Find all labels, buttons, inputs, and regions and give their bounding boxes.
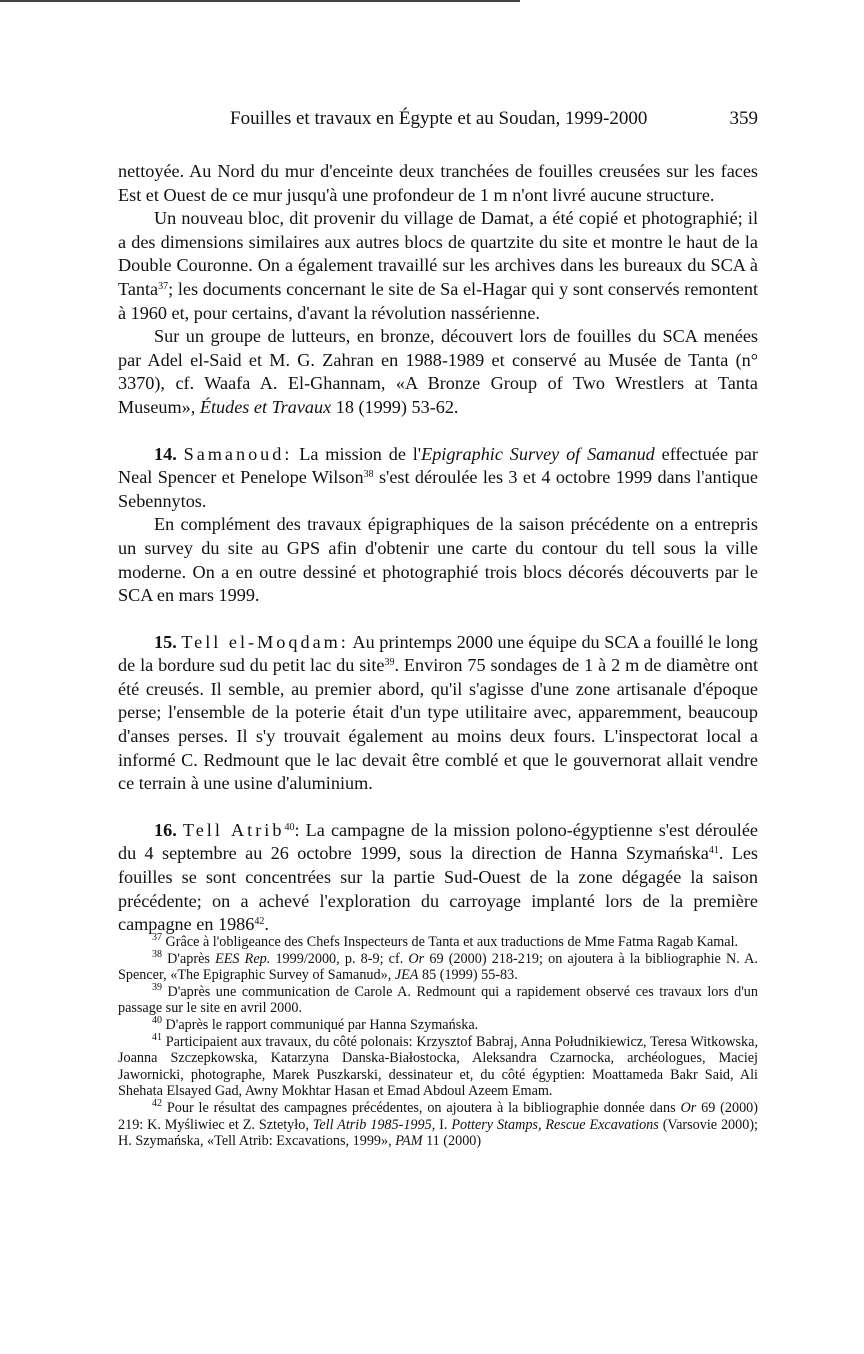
footnote bbox=[118, 948, 758, 984]
paragraph-text: s'est déroulée les 3 et 4 octobre 1999 dans l'antique Sebennytos. bbox=[118, 467, 759, 511]
footnote-text: 1999/2000, p. 8-9; cf. bbox=[270, 950, 409, 967]
paragraph bbox=[118, 207, 758, 325]
footnote bbox=[118, 1097, 759, 1150]
footnote-text: Grâce à l'obligeance des Chefs Inspecteurs de Tanta et aux traductions de Mme Fatma Ragab Kamal. bbox=[162, 934, 739, 950]
page-number: 359 bbox=[729, 108, 758, 129]
site-name: Tell Atrib bbox=[182, 819, 285, 840]
paragraph-text: . Les fouilles se sont concentrées sur la partie Sud-Ouest de la zone dégagée la saison précédente; on a achevé l'exploration du carroyage implanté lors de la première campagne en 1986 bbox=[118, 843, 759, 935]
footnote-number: 37 bbox=[152, 932, 162, 943]
paragraph-text: : La campagne de la mission polono-égyptienne s'est déroulée du 4 septembre au 26 octobre 1999, sous la direction de Hanna Szymańska bbox=[118, 819, 759, 864]
footnote-text: 69 (2000) 219: K. Myśliwiec et Z. Sztetyło, bbox=[118, 1099, 759, 1133]
footnote-ref: 42 bbox=[254, 916, 265, 928]
site-name: Tell el-Moqdam: bbox=[181, 631, 349, 652]
footnote-number: 41 bbox=[152, 1031, 162, 1043]
footnote-text: 69 (2000) 218-219; on ajoutera à la bibliographie N. A. Spencer, «The Epigraphic Survey of Samanud», bbox=[118, 950, 758, 984]
footnote-ref: 40 bbox=[284, 821, 295, 833]
site-name: Samanoud: bbox=[183, 443, 293, 464]
running-head bbox=[118, 108, 758, 136]
footnote-ref: 38 bbox=[363, 469, 374, 481]
footnote-number: 40 bbox=[152, 1014, 162, 1026]
footnote-ref: 39 bbox=[384, 657, 395, 669]
footnote bbox=[118, 1031, 758, 1100]
paragraph-text: ; les documents concernant le site de Sa el-Hagar qui y sont conservés remontent à 1960 et, pour certains, d'avant la révolution nassérienne. bbox=[118, 278, 758, 323]
paragraph bbox=[118, 513, 758, 607]
footnote-number: 42 bbox=[152, 1097, 162, 1109]
journal-title: EES Rep. bbox=[215, 950, 271, 967]
footnote-text: Participaient aux travaux, du côté polonais: Krzysztof Babraj, Anna Południkiewicz, Teresa Witkowska, Joanna Szczepkowska, Katarzyna Danska-Białostocka, Aleksandra Czarnocka, archéologues, Maciej Jawornicki, photographe, Marek Puszkarski, dessinateur et, du côté égyptien: Moattameda Bakr Said, Ali Shehata Elsayed Gad, Awny Mokhtar Hasan et Emad Abdoul Azeem Emam. bbox=[118, 1033, 758, 1100]
paragraph bbox=[118, 160, 758, 207]
footnotes bbox=[118, 934, 758, 1150]
footnote-text: 11 (2000) bbox=[422, 1133, 482, 1150]
footnote-ref: 37 bbox=[158, 280, 169, 292]
paragraph-text: effectuée par Neal Spencer et Penelope Wilson bbox=[118, 443, 758, 488]
paragraph-text: Un nouveau bloc, dit provenir du village de Damat, a été copié et photographié; il a des dimensions similaires aux autres blocs de quartzite du site et montre le haut de la Double Couronne. On a également travaillé sur les archives dans les bureaux du SCA à Tanta bbox=[118, 208, 758, 299]
section-number: 14. bbox=[154, 443, 177, 464]
paragraph-text: La mission de l' bbox=[292, 443, 422, 464]
paragraph-text: Au printemps 2000 une équipe du SCA a fouillé le long de la bordure sud du petit lac du site bbox=[118, 631, 758, 676]
footnote bbox=[118, 981, 758, 1017]
footnote-number: 39 bbox=[152, 981, 162, 993]
section-number: 15. bbox=[154, 631, 177, 652]
paragraph-text: En complément des travaux épigraphiques de la saison précédente on a entrepris un survey du site au GPS afin d'obtenir une carte du contour du tell sous la ville moderne. On a en outre dessiné et photographié trois blocs décorés découverts par le SCA en mars 1999. bbox=[118, 514, 758, 606]
footnote-text: D'après le rapport communiqué par Hanna Szymańska. bbox=[162, 1016, 479, 1033]
journal-title: Or bbox=[680, 1099, 697, 1116]
journal-title: Or bbox=[408, 950, 425, 967]
paragraph-text: . bbox=[264, 914, 269, 935]
footnote-text: D'après bbox=[162, 950, 216, 967]
footnote-number: 38 bbox=[152, 948, 162, 960]
journal-title: PAM bbox=[395, 1133, 423, 1150]
paragraph bbox=[118, 325, 758, 419]
book-title: Pottery Stamps, Rescue Excavations bbox=[451, 1116, 659, 1133]
footnote-text: (Varsovie 2000); H. Szymańska, «Tell Atrib: Excavations, 1999», bbox=[118, 1116, 758, 1150]
section-15 bbox=[118, 631, 758, 796]
footnote-text: Pour le résultat des campagnes précédentes, on ajoutera à la bibliographie donnée dans bbox=[162, 1099, 681, 1116]
paragraph-text: nettoyée. Au Nord du mur d'enceinte deux tranchées de fouilles creusées sur les faces Est et Ouest de ce mur jusqu'à une profondeur de 1 m n'ont livré aucune structure. bbox=[118, 161, 758, 205]
body-text bbox=[118, 160, 758, 937]
top-rule bbox=[0, 0, 520, 2]
footnote-text: , I. bbox=[431, 1116, 452, 1133]
paragraph-text: . Environ 75 sondages de 1 à 2 m de diamètre ont été creusés. Il semble, au premier abord, qu'il s'agisse d'une zone artisanale d'époque perse; l'ensemble de la poterie était d'un type utilitaire avec, apparemment, beaucoup d'anses perses. Il s'y trouvait également au moins deux fours. L'inspectorat local a informé C. Redmount que le lac devait être comblé et que le gouvernorat allait vendre ce terrain à une usine d'aluminium. bbox=[118, 655, 758, 794]
section-14 bbox=[118, 443, 758, 514]
mission-title: Epigraphic Survey of Samanud bbox=[421, 443, 655, 464]
running-title: Fouilles et travaux en Égypte et au Soudan, 1999-2000 bbox=[230, 108, 648, 129]
journal-title: JEA bbox=[394, 967, 419, 984]
footnote-ref: 41 bbox=[708, 845, 719, 857]
footnote-text: D'après une communication de Carole A. Redmount qui a rapidement observé ces travaux lors d'un passage sur le site en avril 2000. bbox=[118, 983, 758, 1017]
section-16 bbox=[118, 819, 758, 937]
book-title: Tell Atrib 1985-1995 bbox=[312, 1116, 432, 1133]
journal-title: Études et Travaux bbox=[199, 396, 332, 417]
paragraph-text: 18 (1999) 53-62. bbox=[331, 396, 459, 417]
paragraph-text: Sur un groupe de lutteurs, en bronze, découvert lors de fouilles du SCA menées par Adel el-Said et M. G. Zahran en 1988-1989 et conservé au Musée de Tanta (n° 3370), cf. Waafa A. El-Ghannam, «A Bronze Group of Two Wrestlers at Tanta Museum», bbox=[118, 326, 758, 417]
section-number: 16. bbox=[154, 819, 177, 840]
footnote bbox=[118, 1014, 758, 1034]
footnote bbox=[118, 934, 758, 951]
footnote-text: 85 (1999) 55-83. bbox=[418, 967, 518, 984]
